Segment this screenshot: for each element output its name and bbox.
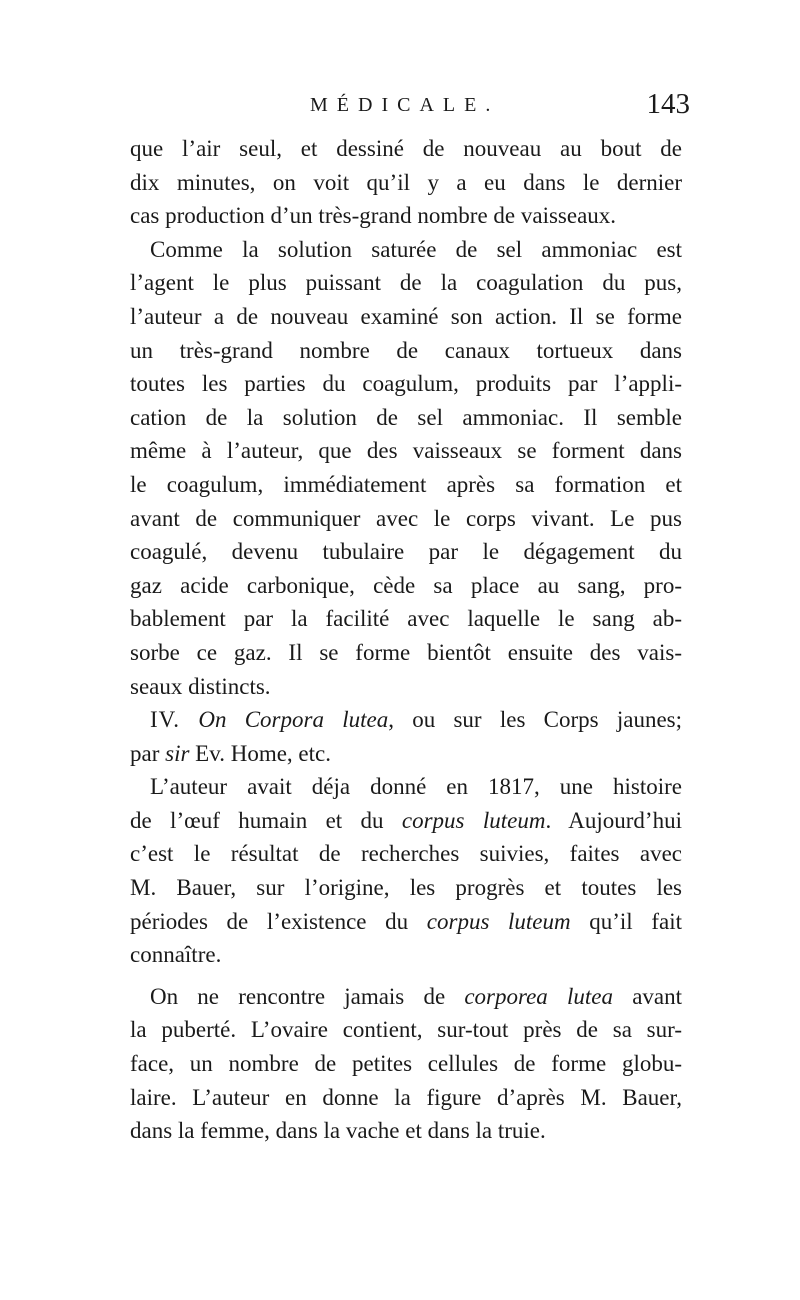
text-line: M. Bauer, sur l’origine, les progrès et toutes les [130,875,682,901]
paragraph-gap [130,972,682,980]
text-line: dans la femme, dans la vache et dans la truie. [130,1118,546,1144]
text-line: gaz acide carbonique, cède sa place au sang, pro- [130,572,682,598]
paragraph-continuation [130,132,682,233]
text-line: un très-grand nombre de canaux tortueux dans [130,337,682,363]
section-numeral: IV. [150,707,181,733]
text-line: cas production d’un très-grand nombre de vaisseaux. [130,203,617,229]
text-line: le coagulum, immédiatement après sa formation et [130,471,682,497]
text-line: seaux distincts. [130,673,271,699]
text-run: . Aujourd’hui [545,807,682,833]
text-line: avant de communiquer avec le corps vivant. Le pus [130,505,682,531]
text-line: l’agent le plus puissant de la coagulation du pus, [130,270,682,296]
italic-term: corpus luteum [401,807,546,833]
italic-term: corpus luteum [426,908,571,934]
text-line: bablement par la facilité avec laquelle le sang ab- [130,606,682,632]
text-run: avant [613,983,682,1009]
byline-author: Ev. Home, etc. [195,740,331,766]
text-line: L’auteur avait déja donné en 1817, une histoire [150,774,682,800]
text-line [130,737,682,771]
text-line [130,905,682,939]
text-line: coagulé, devenu tubulaire par le dégagement du [130,539,682,565]
running-head [130,88,690,124]
section-heading [130,703,682,770]
text-line: sorbe ce gaz. Il se forme bientôt ensuite des vais- [130,639,682,665]
text-line: face, un nombre de petites cellules de forme globu- [130,1051,682,1077]
running-title: MÉDICALE. [310,94,500,116]
body-text [130,132,682,1148]
text-line: dix minutes, on voit qu’il y a eu dans le dernier [130,169,682,195]
text-line: même à l’auteur, que des vaisseaux se forment dans [130,438,682,464]
text-line [130,804,682,838]
text-line: cation de la solution de sel ammoniac. Il semble [130,404,682,430]
text-run: périodes de l’existence du [130,908,427,934]
text-line: Comme la solution saturée de sel ammoniac est [150,236,682,262]
text-run: qu’il fait [570,908,682,934]
text-line: toutes les parties du coagulum, produits par l’appli- [130,371,682,397]
byline-sir: sir [165,740,190,766]
text-line: connaître. [130,942,222,968]
section-title-french: , ou sur les Corps jaunes; [388,707,683,733]
byline-par: par [130,740,160,766]
text-run: On ne rencontre jamais de [150,983,465,1009]
paragraph-puberte [130,980,682,1148]
text-line: l’auteur a de nouveau examiné son action. Il se forme [130,303,682,329]
paragraph-histoire [130,770,682,972]
text-line: la puberté. L’ovaire contient, sur-tout près de sa sur- [130,1017,682,1043]
page-number: 143 [646,88,690,120]
paragraph-sel-ammoniac [130,233,682,703]
text-run: de l’œuf humain et du [130,807,402,833]
text-line: que l’air seul, et dessiné de nouveau au bout de [130,136,682,161]
text-line [130,703,682,737]
text-line: c’est le résultat de recherches suivies, faites avec [130,841,682,867]
italic-term: corporea lutea [464,983,613,1009]
section-title-latin: On Corpora lutea [198,707,389,733]
text-line [130,980,682,1014]
text-line: laire. L’auteur en donne la figure d’après M. Bauer, [130,1084,682,1110]
